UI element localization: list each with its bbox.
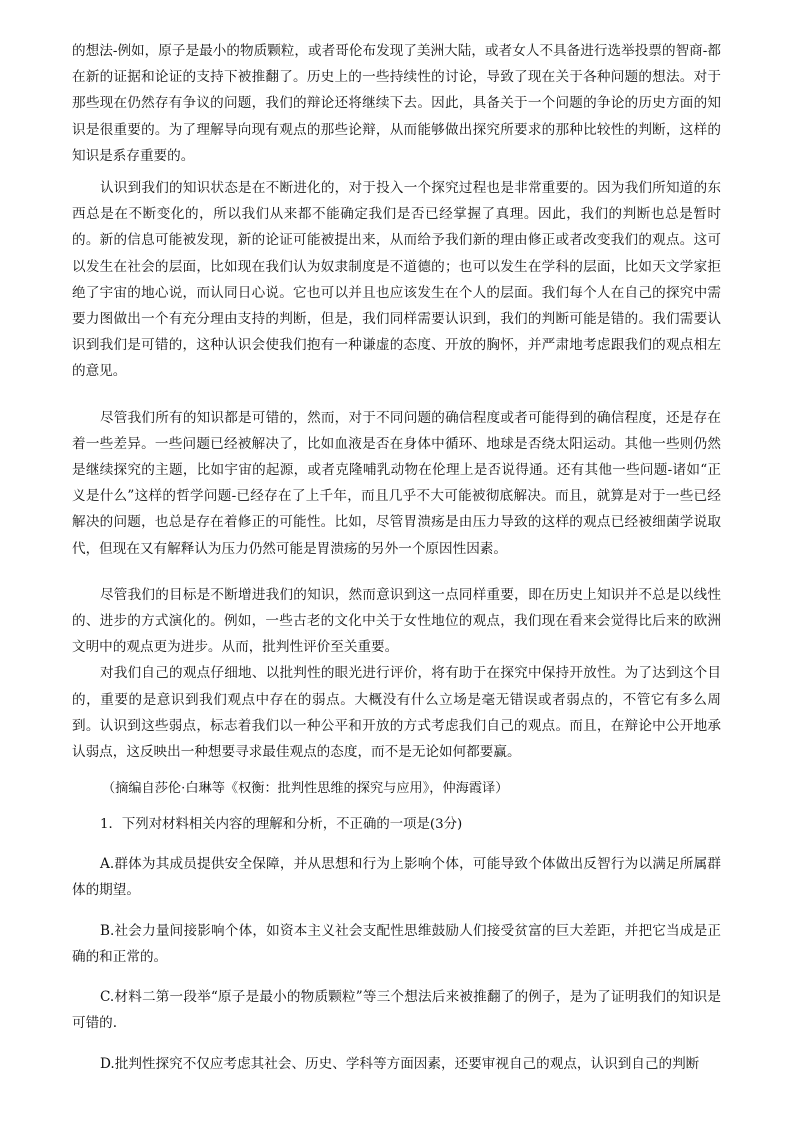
paragraph-1: 的想法-例如，原子是最小的物质颗粒，或者哥伦布发现了美洲大陆，或者女人不具备进行选举投票的智商-都在新的证据和论证的支持下被推翻了。历史上的一些持续性的讨论，导致了现在关于各种问题的想法。对于那些现在仍然存有争议的问题，我们的辩论还将继续下去。因此，具备关于一个问题的争论的历史方面的知识是很重要的。为了理解导向现有观点的那些论辩，从而能够做出探究所要求的那种比较性的判断，这样的知识是系存重要的。 [72,43,721,164]
option-a: A.群体为其成员提供安全保障，并从思想和行为上影响个体，可能导致个体做出反智行为以满足所属群体的期望。 [72,856,721,899]
option-b: B.社会力量间接影响个体，如资本主义社会支配性思维鼓励人们接受贫富的巨大差距，并把它当成是正确的和正常的。 [72,922,721,965]
paragraph-2: 认识到我们的知识状态是在不断进化的，对于投入一个探究过程也是非常重要的。因为我们所知道的东西总是在不断变化的，所以我们从来都不能确定我们是否已经掌握了真理。因此，我们的判断也总是暂时的。新的信息可能被发现，新的论证可能被提出来，从而给予我们新的理由修正或者改变我们的观点。这可以发生在社会的层面，比如现在我们认为奴隶制度是不道德的；也可以发生在学科的层面，比如天文学家拒绝了宇宙的地心说，而认同日心说。它也可以并且也应该发生在个人的层面。我们每个人在自己的探究中需要力图做出一个有充分理由支持的判断，但是，我们同样需要认识到，我们的判断可能是错的。我们需要认识到我们是可错的，这种认识会使我们抱有一种谦虚的态度、开放的胸怀，并严肃地考虑跟我们的观点相左的意见。 [72,180,721,380]
option-c: C.材料二第一段举“原子是最小的物质颗粒”等三个想法后来被推翻了的例子，是为了证明我们的知识是可错的. [72,989,721,1032]
source-citation: （摘编自莎伦·白琳等《权衡：批判性思维的探究与应用》，仲海霞译） [102,781,509,797]
question-1-stem: 1．下列对材料相关内容的理解和分析，不正确的一项是(3分) [100,817,463,833]
paragraph-4: 尽管我们的目标是不断增进我们的知识，然而意识到这一点同样重要，即在历史上知识并不总是以线性的、进步的方式演化的。例如，一些古老的文化中关于女性地位的观点，我们现在看来会觉得比后来的欧洲文明中的观点更为进步。从而，批判性评价至关重要。 [72,586,721,656]
paragraph-3: 尽管我们所有的知识都是可错的，然而，对于不同问题的确信程度或者可能得到的确信程度，还是存在着一些差异。一些问题已经被解决了，比如血液是否在身体中循环、地球是否绕太阳运动。其他一些则仍然是继续探究的主题，比如宇宙的起源，或者克隆哺乳动物在伦理上是否说得通。还有其他一些问题-诸如“正义是什么”这样的哲学问题-已经存在了上千年，而且几乎不大可能被彻底解决。而且，就算是对于一些已经解决的问题，也总是存在着修正的可能性。比如，尽管胃溃疡是由压力导致的这样的观点已经被细菌学说取代，但现在又有解释认为压力仍然可能是胃溃疡的另外一个原因性因素。 [72,409,721,557]
paragraph-5: 对我们自己的观点仔细地、以批判性的眼光进行评价，将有助于在探究中保持开放性。为了达到这个目的，重要的是意识到我们观点中存在的弱点。大概没有什么立场是毫无错误或者弱点的，不管它有多么周到。认识到这些弱点，标志着我们以一种公平和开放的方式考虑我们自己的观点。而且，在辩论中公开地承认弱点，这反映出一种想要寻求最佳观点的态度，而不是无论如何都要赢。 [72,665,721,761]
option-d: D.批判性探究不仅应考虑其社会、历史、学科等方面因素，还要审视自己的观点，认识到自己的判断 [100,1055,700,1072]
